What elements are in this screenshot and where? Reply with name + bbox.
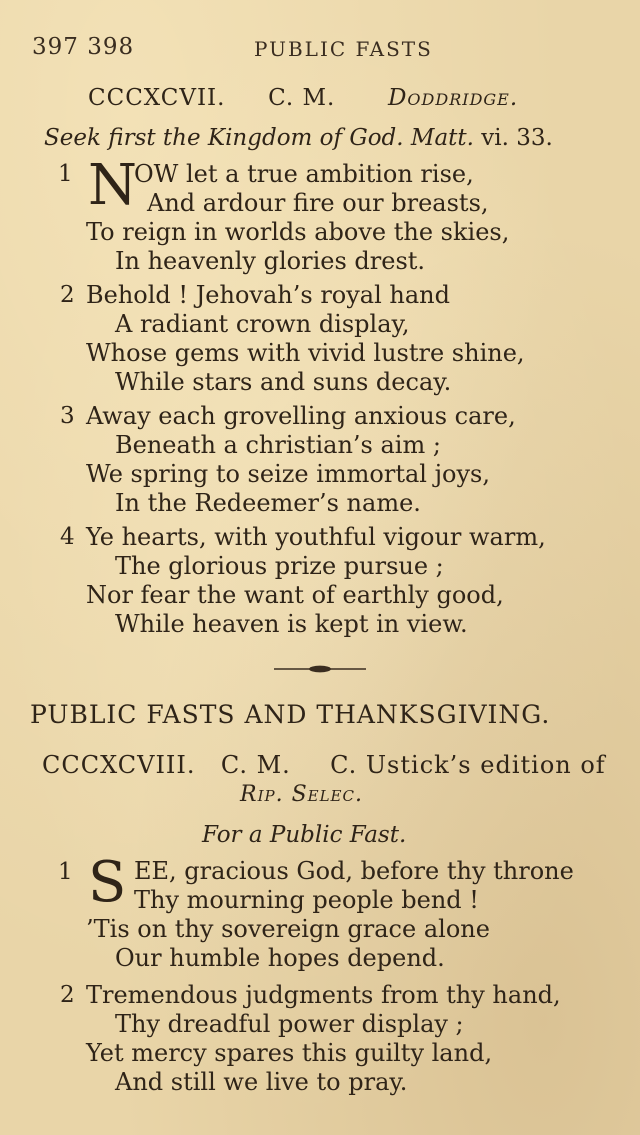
hymn1-scripture	[44, 124, 553, 152]
hymn1-scripture-text: Seek first the Kingdom of God. Matt.	[44, 125, 474, 151]
verse-line: We spring to seize immortal joys,	[86, 460, 490, 488]
drop-cap: S	[88, 850, 127, 915]
verse-line: Nor fear the want of earthly good,	[86, 581, 504, 609]
verse-line: Yet mercy spares this guilty land,	[86, 1039, 493, 1067]
verse-line: Our humble hopes depend.	[115, 944, 445, 972]
hymn1-meter: C. M.	[268, 85, 336, 111]
hymn2-subtitle: For a Public Fast.	[202, 822, 407, 848]
verse-line: OW let a true ambition rise,	[134, 160, 474, 188]
hymn2-heading	[42, 751, 606, 779]
stanza-number: 2	[60, 282, 75, 308]
verse-line: A radiant crown display,	[115, 310, 410, 338]
page-numbers: 397 398	[32, 34, 135, 60]
hymn1-scripture-ref: vi. 33.	[481, 125, 553, 151]
verse-line: ’Tis on thy sovereign grace alone	[86, 915, 490, 943]
ornament-divider	[270, 662, 370, 676]
drop-cap: N	[88, 153, 137, 218]
verse-line: Away each grovelling anxious care,	[86, 402, 516, 430]
hymn1-heading	[88, 84, 518, 112]
stanza-number: 1	[58, 859, 73, 885]
verse-line: The glorious prize pursue ;	[115, 552, 444, 580]
verse-line: To reign in worlds above the skies,	[86, 218, 510, 246]
verse-line: In heavenly glories drest.	[115, 247, 426, 275]
section-title: PUBLIC FASTS AND THANKSGIVING.	[30, 700, 551, 729]
verse-line: Beneath a christian’s aim ;	[115, 431, 441, 459]
verse-line: Thy mourning people bend !	[134, 886, 479, 914]
stanza-number: 2	[60, 982, 75, 1008]
verse-line: While heaven is kept in view.	[115, 610, 468, 638]
hymn1-number: CCCXCVII.	[88, 85, 226, 111]
verse-line: Ye hearts, with youthful vigour warm,	[86, 523, 546, 551]
hymn2-number: CCCXCVIII.	[42, 751, 196, 779]
verse-line: Tremendous judgments from thy hand,	[86, 981, 561, 1009]
hymn1-author: Doddridge.	[387, 85, 519, 111]
stanza-number: 3	[60, 403, 75, 429]
hymn2-source: C. Ustick’s edition of	[330, 751, 606, 779]
running-head	[32, 34, 608, 66]
hymn2-meter: C. M.	[220, 751, 291, 779]
stanza-number: 1	[58, 161, 73, 187]
verse-line: In the Redeemer’s name.	[115, 489, 421, 517]
running-title: PUBLIC FASTS	[254, 37, 433, 61]
verse-line: Whose gems with vivid lustre shine,	[86, 339, 525, 367]
verse-line: And still we live to pray.	[115, 1068, 408, 1096]
verse-line: Thy dreadful power display ;	[115, 1010, 464, 1038]
stanza-number: 4	[60, 524, 75, 550]
hymn2-source-line2: Rip. Selec.	[240, 782, 363, 807]
verse-line: While stars and suns decay.	[115, 368, 452, 396]
verse-line: Behold ! Jehovah’s royal hand	[86, 281, 450, 309]
verse-line: And ardour fire our breasts,	[147, 189, 489, 217]
verse-line: EE, gracious God, before thy throne	[134, 857, 574, 885]
